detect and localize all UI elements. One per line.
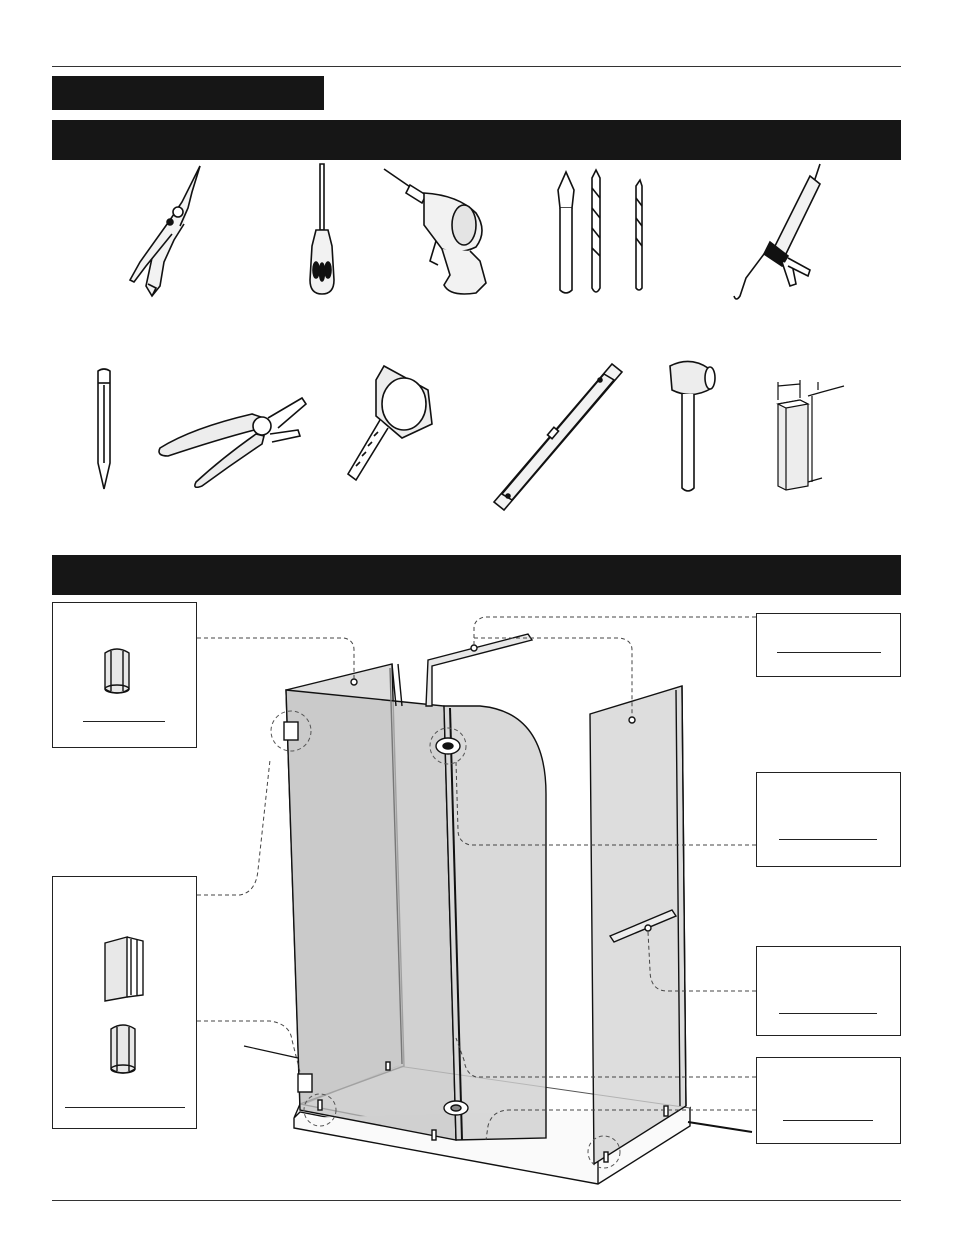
bottom-hinge-detail [298,1074,312,1092]
front-fixed-glass-panel [286,690,456,1140]
top-clamp-detail [284,722,298,740]
support-bar [426,634,532,706]
